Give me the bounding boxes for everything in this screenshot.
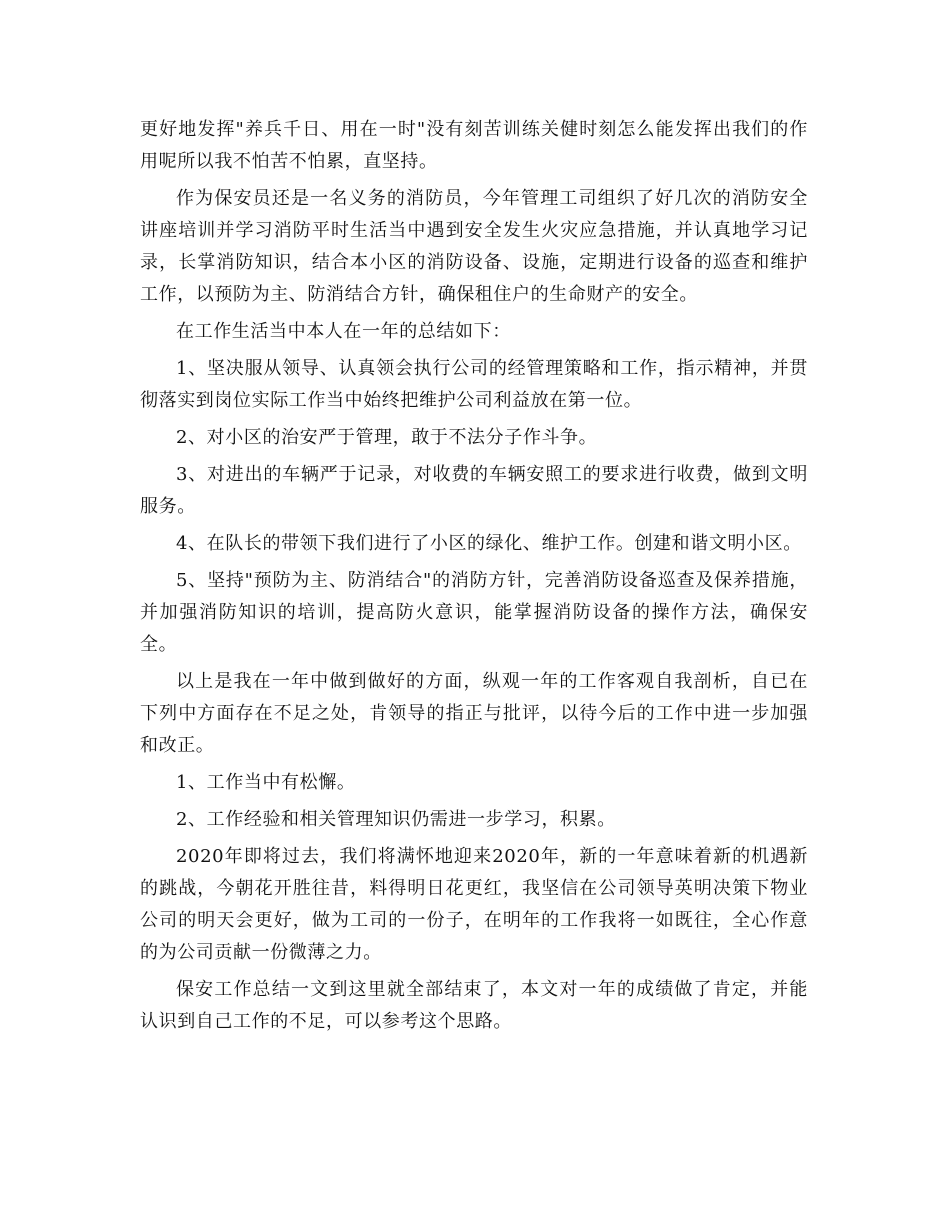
paragraph-shortcomings-intro: 以上是我在一年中做到做好的方面，纵观一年的工作客观自我剖析，自已在下列中方面存在不足之处，肯领导的指正与批评，以待今后的工作中进一步加强和改正。 — [140, 671, 808, 756]
paragraph-outlook: 2020年即将过去，我们将满怀地迎来2020年，新的一年意味着新的机遇新的跳战，今朝花开胜往昔，料得明日花更红，我坚信在公司领导英明决策下物业公司的明天会更好，做为工司的一份子，在明年的工作我将一如既往，全心作意的为公司贡献一份微薄之力。 — [140, 846, 808, 963]
paragraph-item-2: 2、对小区的治安严于管理，敢于不法分子作斗争。 — [176, 427, 598, 448]
paragraph-item-4: 4、在队长的带领下我们进行了小区的绿化、维护工作。创建和谐文明小区。 — [176, 533, 802, 554]
document-body — [140, 114, 808, 1038]
paragraph-item-1: 1、坚决服从领导、认真领会执行公司的经管理策略和工作，指示精神，并贯彻落实到岗位实际工作当中始终把维护公司利益放在第一位。 — [140, 358, 808, 411]
paragraph-item-5: 5、坚持"预防为主、防消结合"的消防方针，完善消防设备巡查及保养措施，并加强消防知识的培训，提高防火意识，能掌握消防设备的操作方法，确保安全。 — [140, 570, 808, 655]
paragraph-conclusion: 保安工作总结一文到这里就全部结束了，本文对一年的成绩做了肯定，并能认识到自己工作的不足，可以参考这个思路。 — [140, 979, 808, 1032]
paragraph-item-3: 3、对进出的车辆严于记录，对收费的车辆安照工的要求进行收费，做到文明服务。 — [140, 464, 808, 517]
paragraph-continuation: 更好地发挥"养兵千日、用在一时"没有刻苦训练关健时刻怎么能发挥出我们的作用呢所以我不怕苦不怕累，直坚持。 — [140, 119, 808, 172]
paragraph-shortcoming-1: 1、工作当中有松懈。 — [176, 772, 356, 793]
paragraph-fire-duty: 作为保安员还是一名义务的消防员，今年管理工司组织了好几次的消防安全讲座培训并学习消防平时生活当中遇到安全发生火灾应急措施，并认真地学习记录，长掌消防知识，结合本小区的消防设备、设施，定期进行设备的巡查和维护工作，以预防为主、防消结合方针，确保租住户的生命财产的安全。 — [140, 188, 808, 305]
paragraph-shortcoming-2: 2、工作经验和相关管理知识仍需进一步学习，积累。 — [176, 809, 616, 830]
paragraph-summary-intro: 在工作生活当中本人在一年的总结如下： — [176, 321, 511, 342]
